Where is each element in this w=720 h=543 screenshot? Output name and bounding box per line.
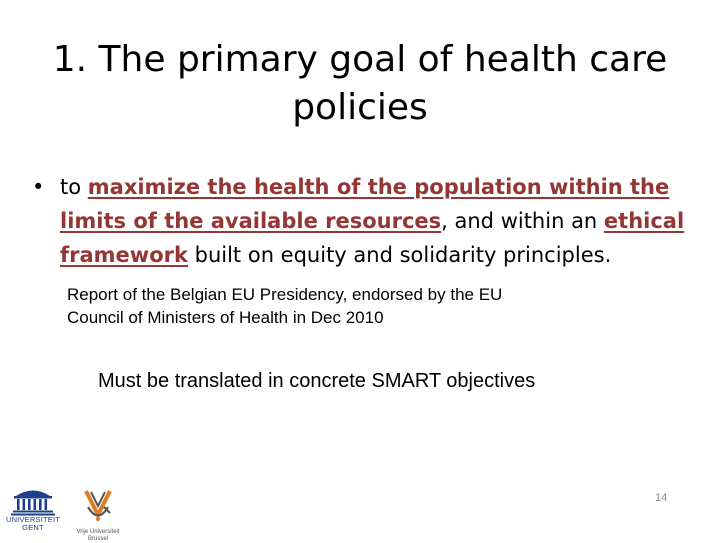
ugent-logo (4, 486, 62, 538)
ugent-logo-line-2: GENT (22, 523, 44, 532)
source-line-1: Report of the Belgian EU Presidency, endorsed by the EU (67, 285, 503, 304)
slide-title (30, 36, 690, 132)
smart-objectives-note: Must be translated in concrete SMART objectives (98, 370, 536, 392)
vub-logo-line-2: Brussel (87, 536, 108, 542)
title-line-1: 1. The primary goal of health care (52, 39, 668, 80)
page-number: 14 (655, 492, 668, 504)
ugent-logo-line-1: UNIVERSITEIT (5, 515, 61, 524)
title-line-2: policies (292, 87, 428, 128)
bullet-text-2: , and within an (441, 209, 604, 233)
bullet-text-3: built on equity and solidarity principles. (187, 243, 612, 267)
bullet-text-1: to (60, 175, 88, 199)
ugent-building-icon (4, 486, 62, 516)
source-note (67, 283, 627, 329)
source-line-2: Council of Ministers of Health in Dec 2010 (67, 308, 384, 327)
bullet-emphasis-ethical: ethical framework (60, 209, 685, 267)
vub-logo-line-1: Vrije Universiteit (76, 529, 120, 535)
vub-emblem-icon (74, 488, 122, 524)
bullet-point (30, 170, 690, 272)
bullet-emphasis-goal: maximize the health of the population within the limits of the available resources (60, 175, 670, 233)
vub-logo (74, 488, 122, 542)
bullet-marker: • (32, 175, 45, 199)
